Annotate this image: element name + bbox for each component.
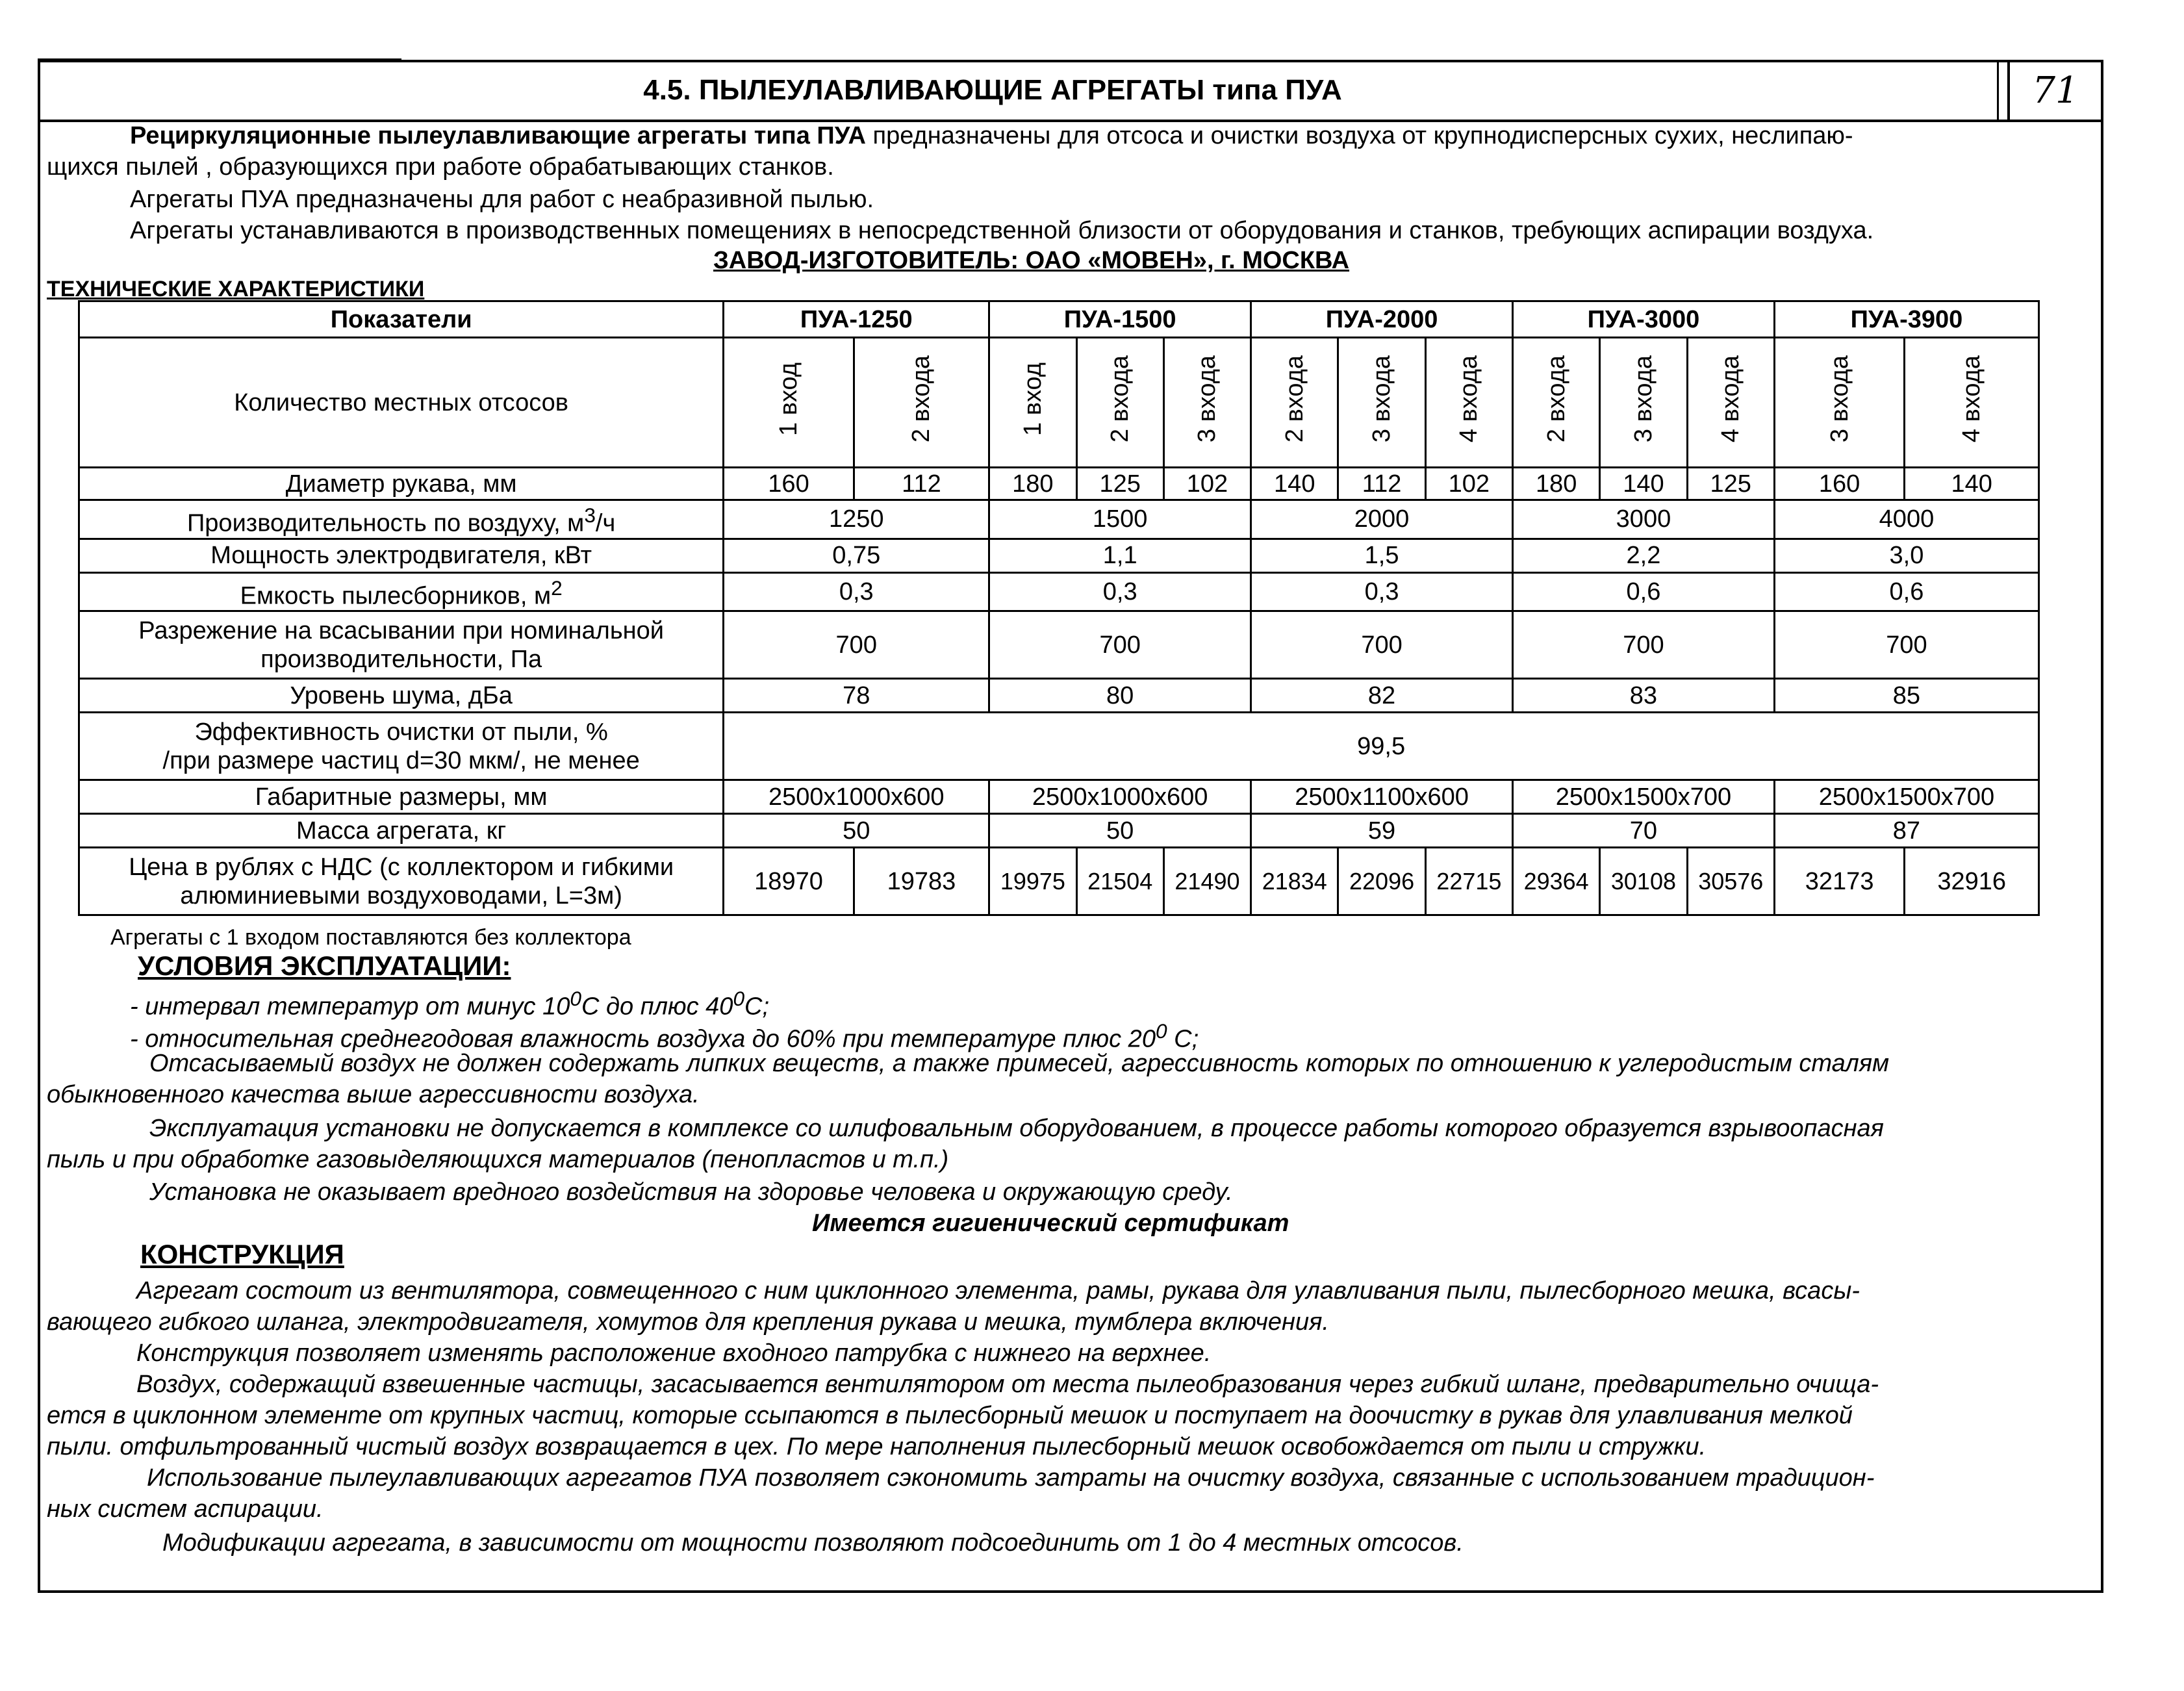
inlet-cell: 3 входа xyxy=(1338,338,1425,468)
row-label: Масса агрегата, кг xyxy=(79,814,724,848)
table-cell: 160 xyxy=(1774,468,1904,500)
row-label: Габаритные размеры, мм xyxy=(79,780,724,814)
construction-line-6: пыли. отфильтрованный чистый воздух возвращается в цех. По мере наполнения пылесборный мешок освобождается от пыли и стружки. xyxy=(47,1433,1707,1460)
table-row-mass xyxy=(79,814,2039,848)
table-cell: 0,3 xyxy=(989,572,1251,611)
table-cell: 99,5 xyxy=(724,713,2039,780)
table-cell: 0,6 xyxy=(1513,572,1775,611)
table-cell: 22096 xyxy=(1338,848,1425,915)
table-cell: 59 xyxy=(1251,814,1513,848)
table-cell: 83 xyxy=(1513,679,1775,713)
inlet-cell: 1 вход xyxy=(724,338,854,468)
table-row-bin xyxy=(79,572,2039,611)
construction-line-8: ных систем аспирации. xyxy=(47,1495,324,1523)
table-cell: 22715 xyxy=(1425,848,1512,915)
table-cell: 3,0 xyxy=(1774,539,2038,572)
inlet-cell: 2 входа xyxy=(1251,338,1338,468)
table-row-noise xyxy=(79,679,2039,713)
model-header: ПУА-3900 xyxy=(1774,301,2038,338)
table-cell: 140 xyxy=(1905,468,2039,500)
inlet-cell: 3 входа xyxy=(1600,338,1687,468)
conditions-line-4: обыкновенного качества выше агрессивности воздуха. xyxy=(47,1081,700,1108)
conditions-line-2: - относительная среднегодовая влажность воздуха до 60% при температуре плюс $20^0$ С; xyxy=(130,1019,1199,1053)
construction-line-1: Агрегат состоит из вентилятора, совмещенного с ним циклонного элемента, рамы, рукава для улавливания пыли, пылесборного мешка, всасы- xyxy=(136,1277,1860,1304)
title-row xyxy=(40,62,2101,122)
table-cell: 50 xyxy=(724,814,989,848)
table-row-capacity xyxy=(79,500,2039,539)
intro-para-2: Агрегаты ПУА предназначены для работ с неабразивной пылью. xyxy=(130,186,874,213)
table-cell: 700 xyxy=(989,611,1251,679)
table-cell: 30576 xyxy=(1687,848,1774,915)
model-header: ПУА-3000 xyxy=(1513,301,1775,338)
table-cell: 700 xyxy=(1251,611,1513,679)
table-row-efficiency xyxy=(79,713,2039,780)
table-cell: 1,5 xyxy=(1251,539,1513,572)
conditions-heading: УСЛОВИЯ ЭКСПЛУАТАЦИИ: xyxy=(138,950,511,981)
table-cell: 1,1 xyxy=(989,539,1251,572)
page-number: 71 xyxy=(2007,62,2101,120)
table-cell: 2500x1500x700 xyxy=(1774,780,2038,814)
inlet-cell: 3 входа xyxy=(1774,338,1904,468)
certificate-note: Имеется гигиенический сертификат xyxy=(812,1210,1289,1237)
table-cell: 21490 xyxy=(1163,848,1251,915)
table-cell: 21834 xyxy=(1251,848,1338,915)
row-label: Эффективность очистки от пыли, % /при размере частиц d=30 мкм/, не менее xyxy=(79,713,724,780)
row-label: Цена в рублях с НДС (с коллектором и гибкими алюминиевыми воздуховодами, L=3м) xyxy=(79,848,724,915)
table-cell: 32173 xyxy=(1774,848,1904,915)
tech-heading: ТЕХНИЧЕСКИЕ ХАРАКТЕРИСТИКИ xyxy=(47,277,425,301)
table-cell: 82 xyxy=(1251,679,1513,713)
table-cell: 70 xyxy=(1513,814,1775,848)
table-cell: 2500x1500x700 xyxy=(1513,780,1775,814)
table-cell: 102 xyxy=(1163,468,1251,500)
model-header: ПУА-1250 xyxy=(724,301,989,338)
table-row-vacuum xyxy=(79,611,2039,679)
table-cell: 0,3 xyxy=(724,572,989,611)
row-label: Производительность по воздуху, $м^3/ч$ xyxy=(79,500,724,539)
intro-para-3: Агрегаты устанавливаются в производственных помещениях в непосредственной близости от оборудования и станков, требующих аспирации воздуха. xyxy=(130,217,1874,244)
conditions-line-3: Отсасываемый воздух не должен содержать липких веществ, а также примесей, агрессивность которых по отношению к углеродистым сталям xyxy=(149,1050,1890,1077)
intro-line-1 xyxy=(130,120,1853,152)
table-cell: 180 xyxy=(989,468,1076,500)
table-cell: 21504 xyxy=(1076,848,1163,915)
table-note: Агрегаты с 1 входом поставляются без коллектора xyxy=(110,925,631,950)
table-cell: 2000 xyxy=(1251,500,1513,539)
table-cell: 30108 xyxy=(1600,848,1687,915)
spec-table xyxy=(78,300,2040,916)
construction-line-2: вающего гибкого шланга, электродвигателя, хомутов для крепления рукава и мешка, тумблера включения. xyxy=(47,1308,1329,1336)
construction-line-3: Конструкция позволяет изменять расположение входного патрубка с нижнего на верхнее. xyxy=(136,1340,1212,1367)
table-cell: 18970 xyxy=(724,848,854,915)
table-cell: 29364 xyxy=(1513,848,1600,915)
inlet-cell: 4 входа xyxy=(1687,338,1774,468)
conditions-line-1: - интервал температур от минус $10^0С$ до плюс $40^0С$; xyxy=(130,987,770,1021)
table-cell: 112 xyxy=(1338,468,1425,500)
manufacturer: ЗАВОД-ИЗГОТОВИТЕЛЬ: ОАО «МОВЕН», г. МОСКВА xyxy=(713,247,1350,274)
table-cell: 102 xyxy=(1425,468,1512,500)
table-row-dims xyxy=(79,780,2039,814)
table-cell: 0,75 xyxy=(724,539,989,572)
table-cell: 78 xyxy=(724,679,989,713)
construction-line-7: Использование пылеулавливающих агрегатов ПУА позволяет сэкономить затраты на очистку воздуха, связанные с использованием традицион- xyxy=(147,1464,1875,1492)
table-cell: 700 xyxy=(724,611,989,679)
table-cell: 180 xyxy=(1513,468,1600,500)
conditions-line-7: Установка не оказывает вредного воздействия на здоровье человека и окружающую среду. xyxy=(149,1178,1233,1206)
row-label: Уровень шума, дБа xyxy=(79,679,724,713)
conditions-line-6: пыль и при обработке газовыделяющихся материалов (пенопластов и т.п.) xyxy=(47,1146,949,1173)
row-label: Диаметр рукава, мм xyxy=(79,468,724,500)
table-cell: 2500x1000x600 xyxy=(989,780,1251,814)
inlet-cell: 3 входа xyxy=(1163,338,1251,468)
table-cell: 85 xyxy=(1774,679,2038,713)
model-header: ПУА-2000 xyxy=(1251,301,1513,338)
intro-rest: предназначены для отсоса и очистки воздуха от крупнодисперсных сухих, неслипаю- xyxy=(865,122,1853,149)
table-row-price xyxy=(79,848,2039,915)
inlet-cell: 2 входа xyxy=(1076,338,1163,468)
construction-line-9: Модификации агрегата, в зависимости от мощности позволяют подсоединить от 1 до 4 местных отсосов. xyxy=(162,1529,1464,1557)
inlet-cell: 1 вход xyxy=(989,338,1076,468)
table-cell: 4000 xyxy=(1774,500,2038,539)
inlet-cell: 2 входа xyxy=(854,338,989,468)
table-cell: 140 xyxy=(1600,468,1687,500)
table-cell: 50 xyxy=(989,814,1251,848)
model-header: ПУА-1500 xyxy=(989,301,1251,338)
table-cell: 125 xyxy=(1076,468,1163,500)
table-cell: 80 xyxy=(989,679,1251,713)
table-cell: 160 xyxy=(724,468,854,500)
table-header-row xyxy=(79,301,2039,338)
table-cell: 32916 xyxy=(1905,848,2039,915)
col-header: Показатели xyxy=(79,301,724,338)
table-cell: 112 xyxy=(854,468,989,500)
table-cell: 140 xyxy=(1251,468,1338,500)
row-label: Разрежение на всасывании при номинальной производительности, Па xyxy=(79,611,724,679)
table-cell: 1500 xyxy=(989,500,1251,539)
construction-heading: КОНСТРУКЦИЯ xyxy=(140,1239,344,1269)
table-cell: 2,2 xyxy=(1513,539,1775,572)
table-cell: 87 xyxy=(1774,814,2038,848)
table-cell: 1250 xyxy=(724,500,989,539)
table-cell: 125 xyxy=(1687,468,1774,500)
construction-line-5: ется в циклонном элементе от крупных частиц, которые ссыпаются в пылесборный мешок и поступает на доочистку в рукав для улавливания мелкой xyxy=(47,1402,1853,1429)
table-row-diameter xyxy=(79,468,2039,500)
row-label: Мощность электродвигателя, кВт xyxy=(79,539,724,572)
table-cell: 3000 xyxy=(1513,500,1775,539)
table-cell: 0,6 xyxy=(1774,572,2038,611)
inlet-cell: 2 входа xyxy=(1513,338,1600,468)
inlet-cell: 4 входа xyxy=(1425,338,1512,468)
table-cell: 2500x1000x600 xyxy=(724,780,989,814)
table-cell: 19783 xyxy=(854,848,989,915)
table-cell: 0,3 xyxy=(1251,572,1513,611)
intro-line-2: щихся пылей , образующихся при работе обрабатывающих станков. xyxy=(47,153,834,181)
table-row-inlets xyxy=(79,338,2039,468)
table-row-power xyxy=(79,539,2039,572)
conditions-line-5: Эксплуатация установки не допускается в комплексе со шлифовальным оборудованием, в процессе работы которого образуется взрывоопасная xyxy=(149,1115,1884,1142)
row-label: Количество местных отсосов xyxy=(79,338,724,468)
table-cell: 700 xyxy=(1513,611,1775,679)
table-cell: 700 xyxy=(1774,611,2038,679)
row-label: Емкость пылесборников, $м^2$ xyxy=(79,572,724,611)
intro-bold: Рециркуляционные пылеулавливающие агрегаты типа ПУА xyxy=(130,122,866,149)
page-title: 4.5. ПЫЛЕУЛАВЛИВАЮЩИЕ АГРЕГАТЫ типа ПУА xyxy=(643,74,1342,106)
inlet-cell: 4 входа xyxy=(1905,338,2039,468)
table-cell: 2500x1100x600 xyxy=(1251,780,1513,814)
construction-line-4: Воздух, содержащий взвешенные частицы, засасывается вентилятором от места пылеобразования через гибкий шланг, предварительно очища- xyxy=(136,1371,1879,1398)
table-cell: 19975 xyxy=(989,848,1076,915)
